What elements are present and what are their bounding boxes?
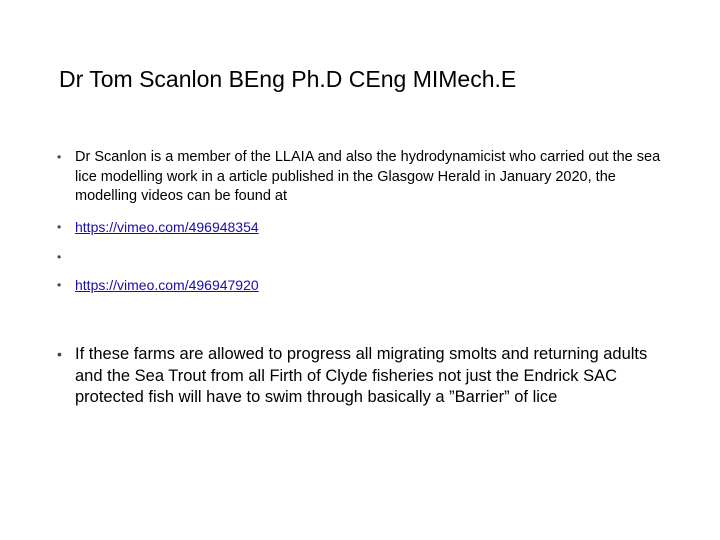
bullet-marker: •	[57, 150, 62, 164]
link-item	[57, 275, 677, 295]
bullet-marker: •	[57, 250, 62, 264]
vimeo-link-2[interactable]: https://vimeo.com/496947920	[75, 277, 259, 293]
link-item	[57, 217, 677, 237]
intro-text: Dr Scanlon is a member of the LLAIA and also the hydrodynamicist who carried out the sea lice modelling work in a article published in the Glasgow Herald in January 2020, the modelling videos can be found at	[75, 149, 661, 204]
bullet-marker: •	[57, 346, 62, 362]
conclusion-paragraph	[57, 344, 677, 409]
bullet-marker: •	[57, 220, 62, 234]
bullet-marker: •	[57, 278, 62, 292]
intro-paragraph	[57, 148, 677, 207]
vimeo-link-1[interactable]: https://vimeo.com/496948354	[75, 219, 259, 235]
conclusion-text: If these farms are allowed to progress all migrating smolts and returning adults and the Sea Trout from all Firth of Clyde fisheries not just the Endrick SAC protected fish will have to swim through basically a ”Barrier” of lice	[75, 345, 648, 406]
slide-title: Dr Tom Scanlon BEng Ph.D CEng MIMech.E	[59, 66, 517, 92]
